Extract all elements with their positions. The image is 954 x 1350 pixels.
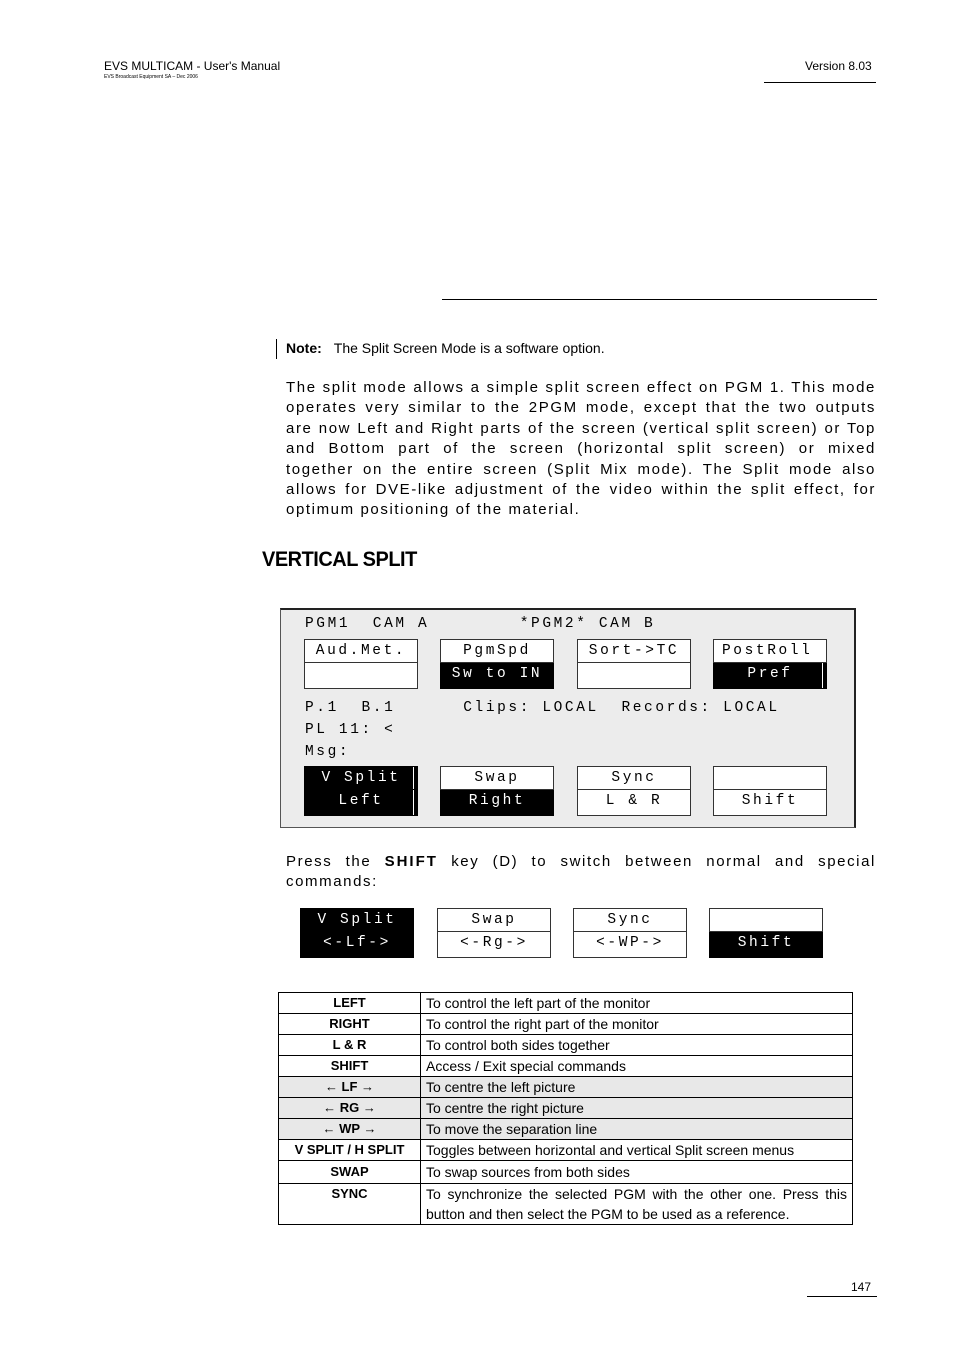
command-key: ← LF → bbox=[279, 1077, 421, 1098]
softkey-label: Left bbox=[304, 790, 418, 816]
softkey-label: Swap bbox=[440, 766, 554, 790]
softkey-label: Shift bbox=[713, 790, 827, 816]
shift-key-swap[interactable] bbox=[437, 908, 551, 958]
shift-paragraph bbox=[286, 852, 876, 892]
table-row bbox=[279, 1056, 853, 1077]
softkey-label: PostRoll bbox=[713, 639, 827, 663]
softkey-label: V Split bbox=[300, 908, 414, 932]
command-key: SWAP bbox=[279, 1161, 421, 1184]
softkey-swap[interactable] bbox=[440, 766, 554, 816]
softkey-aud-met[interactable] bbox=[304, 639, 418, 689]
table-row bbox=[279, 1014, 853, 1035]
softkey-label: L & R bbox=[577, 790, 691, 816]
softkey-label: PgmSpd bbox=[440, 639, 554, 663]
command-key: LEFT bbox=[279, 993, 421, 1014]
softkey-label bbox=[577, 663, 691, 689]
softkey-label: Swap bbox=[437, 908, 551, 932]
screen-playlist-line: PL 11: < bbox=[305, 722, 396, 738]
note-text: The Split Screen Mode is a software option. bbox=[333, 340, 605, 356]
softkey-sync[interactable] bbox=[577, 766, 691, 816]
softkey-label bbox=[713, 766, 827, 790]
screen-status-line: PGM1 CAM A *PGM2* CAM B bbox=[305, 616, 656, 632]
softkey-shift[interactable] bbox=[713, 766, 827, 816]
section-rule bbox=[442, 299, 877, 300]
softkey-label: Sync bbox=[573, 908, 687, 932]
command-key: RIGHT bbox=[279, 1014, 421, 1035]
screen-info-line: P.1 B.1 Clips: LOCAL Records: LOCAL bbox=[305, 700, 780, 716]
softkey-label: Sync bbox=[577, 766, 691, 790]
softkey-label: Sw to IN bbox=[440, 663, 554, 689]
note-label: Note: bbox=[286, 340, 322, 356]
command-description: To control the right part of the monitor bbox=[421, 1014, 853, 1035]
command-key: SHIFT bbox=[279, 1056, 421, 1077]
command-description: To control the left part of the monitor bbox=[421, 993, 853, 1014]
command-description: To synchronize the selected PGM with the other one. Press this button and then select the PGM to be used as a reference. bbox=[421, 1184, 853, 1225]
command-key: ← WP → bbox=[279, 1119, 421, 1140]
table-row bbox=[279, 1119, 853, 1140]
command-reference-table bbox=[278, 992, 853, 1225]
softkey-postroll[interactable] bbox=[713, 639, 827, 689]
softkey-label: <-Lf-> bbox=[300, 932, 414, 958]
intro-paragraph: The split mode allows a simple split screen effect on PGM 1. This mode operates very similar to the 2PGM mode, except that the two outputs are now Left and Right parts of the screen (vertical split screen) or Top and Bottom part of the screen (horizontal split screen) or mixed together on the entire screen (Split Mix mode). The Split mode also allows for DVE-like adjustment of the video within the split effect, for optimum positioning of the material. bbox=[286, 379, 876, 519]
softkey-sort-tc[interactable] bbox=[577, 639, 691, 689]
table-row bbox=[279, 993, 853, 1014]
document-title: EVS MULTICAM - User's Manual bbox=[104, 59, 281, 73]
table-row bbox=[279, 1098, 853, 1119]
screen-message-line: Msg: bbox=[305, 744, 351, 760]
command-description: Access / Exit special commands bbox=[421, 1056, 853, 1077]
shift-key-name: SHIFT bbox=[384, 853, 438, 870]
softkey-pgmspd[interactable] bbox=[440, 639, 554, 689]
command-description: To swap sources from both sides bbox=[421, 1161, 853, 1184]
section-heading: VERTICAL SPLIT bbox=[262, 548, 417, 571]
softkey-label: Pref bbox=[713, 663, 827, 689]
command-description: Toggles between horizontal and vertical Split screen menus bbox=[421, 1140, 853, 1161]
page-number: 147 bbox=[851, 1280, 872, 1294]
command-description: To centre the right picture bbox=[421, 1098, 853, 1119]
softkey-label: Right bbox=[440, 790, 554, 816]
softkey-label: Shift bbox=[709, 932, 823, 958]
softkey-label bbox=[304, 663, 418, 689]
command-key: L & R bbox=[279, 1035, 421, 1056]
table-row bbox=[279, 1161, 853, 1184]
note-box bbox=[276, 339, 605, 359]
softkey-label: Sort->TC bbox=[577, 639, 691, 663]
softkey-v-split[interactable] bbox=[304, 766, 418, 816]
softkey-label: <-Rg-> bbox=[437, 932, 551, 958]
header-rule bbox=[764, 82, 876, 83]
shift-text: Press the bbox=[286, 853, 385, 870]
softkey-label: <-WP-> bbox=[573, 932, 687, 958]
command-description: To control both sides together bbox=[421, 1035, 853, 1056]
command-key: ← RG → bbox=[279, 1098, 421, 1119]
table-row bbox=[279, 1035, 853, 1056]
softkey-label: Aud.Met. bbox=[304, 639, 418, 663]
document-version: Version 8.03 bbox=[805, 59, 872, 73]
document-subtitle: EVS Broadcast Equipment SA – Dec 2006 bbox=[104, 74, 198, 80]
footer-rule bbox=[807, 1296, 877, 1297]
command-description: To move the separation line bbox=[421, 1119, 853, 1140]
remote-screen-panel bbox=[280, 608, 856, 828]
command-description: To centre the left picture bbox=[421, 1077, 853, 1098]
shift-text: key (D) to switch between normal and special commands: bbox=[286, 853, 876, 890]
table-row bbox=[279, 1140, 853, 1161]
shift-key-sync[interactable] bbox=[573, 908, 687, 958]
shift-key-shift[interactable] bbox=[709, 908, 823, 958]
softkey-label: V Split bbox=[304, 766, 418, 790]
table-row bbox=[279, 1184, 853, 1225]
command-key: V SPLIT / H SPLIT bbox=[279, 1140, 421, 1161]
table-row bbox=[279, 1077, 853, 1098]
command-key: SYNC bbox=[279, 1184, 421, 1225]
softkey-label bbox=[709, 908, 823, 932]
shift-key-v-split[interactable] bbox=[300, 908, 414, 958]
